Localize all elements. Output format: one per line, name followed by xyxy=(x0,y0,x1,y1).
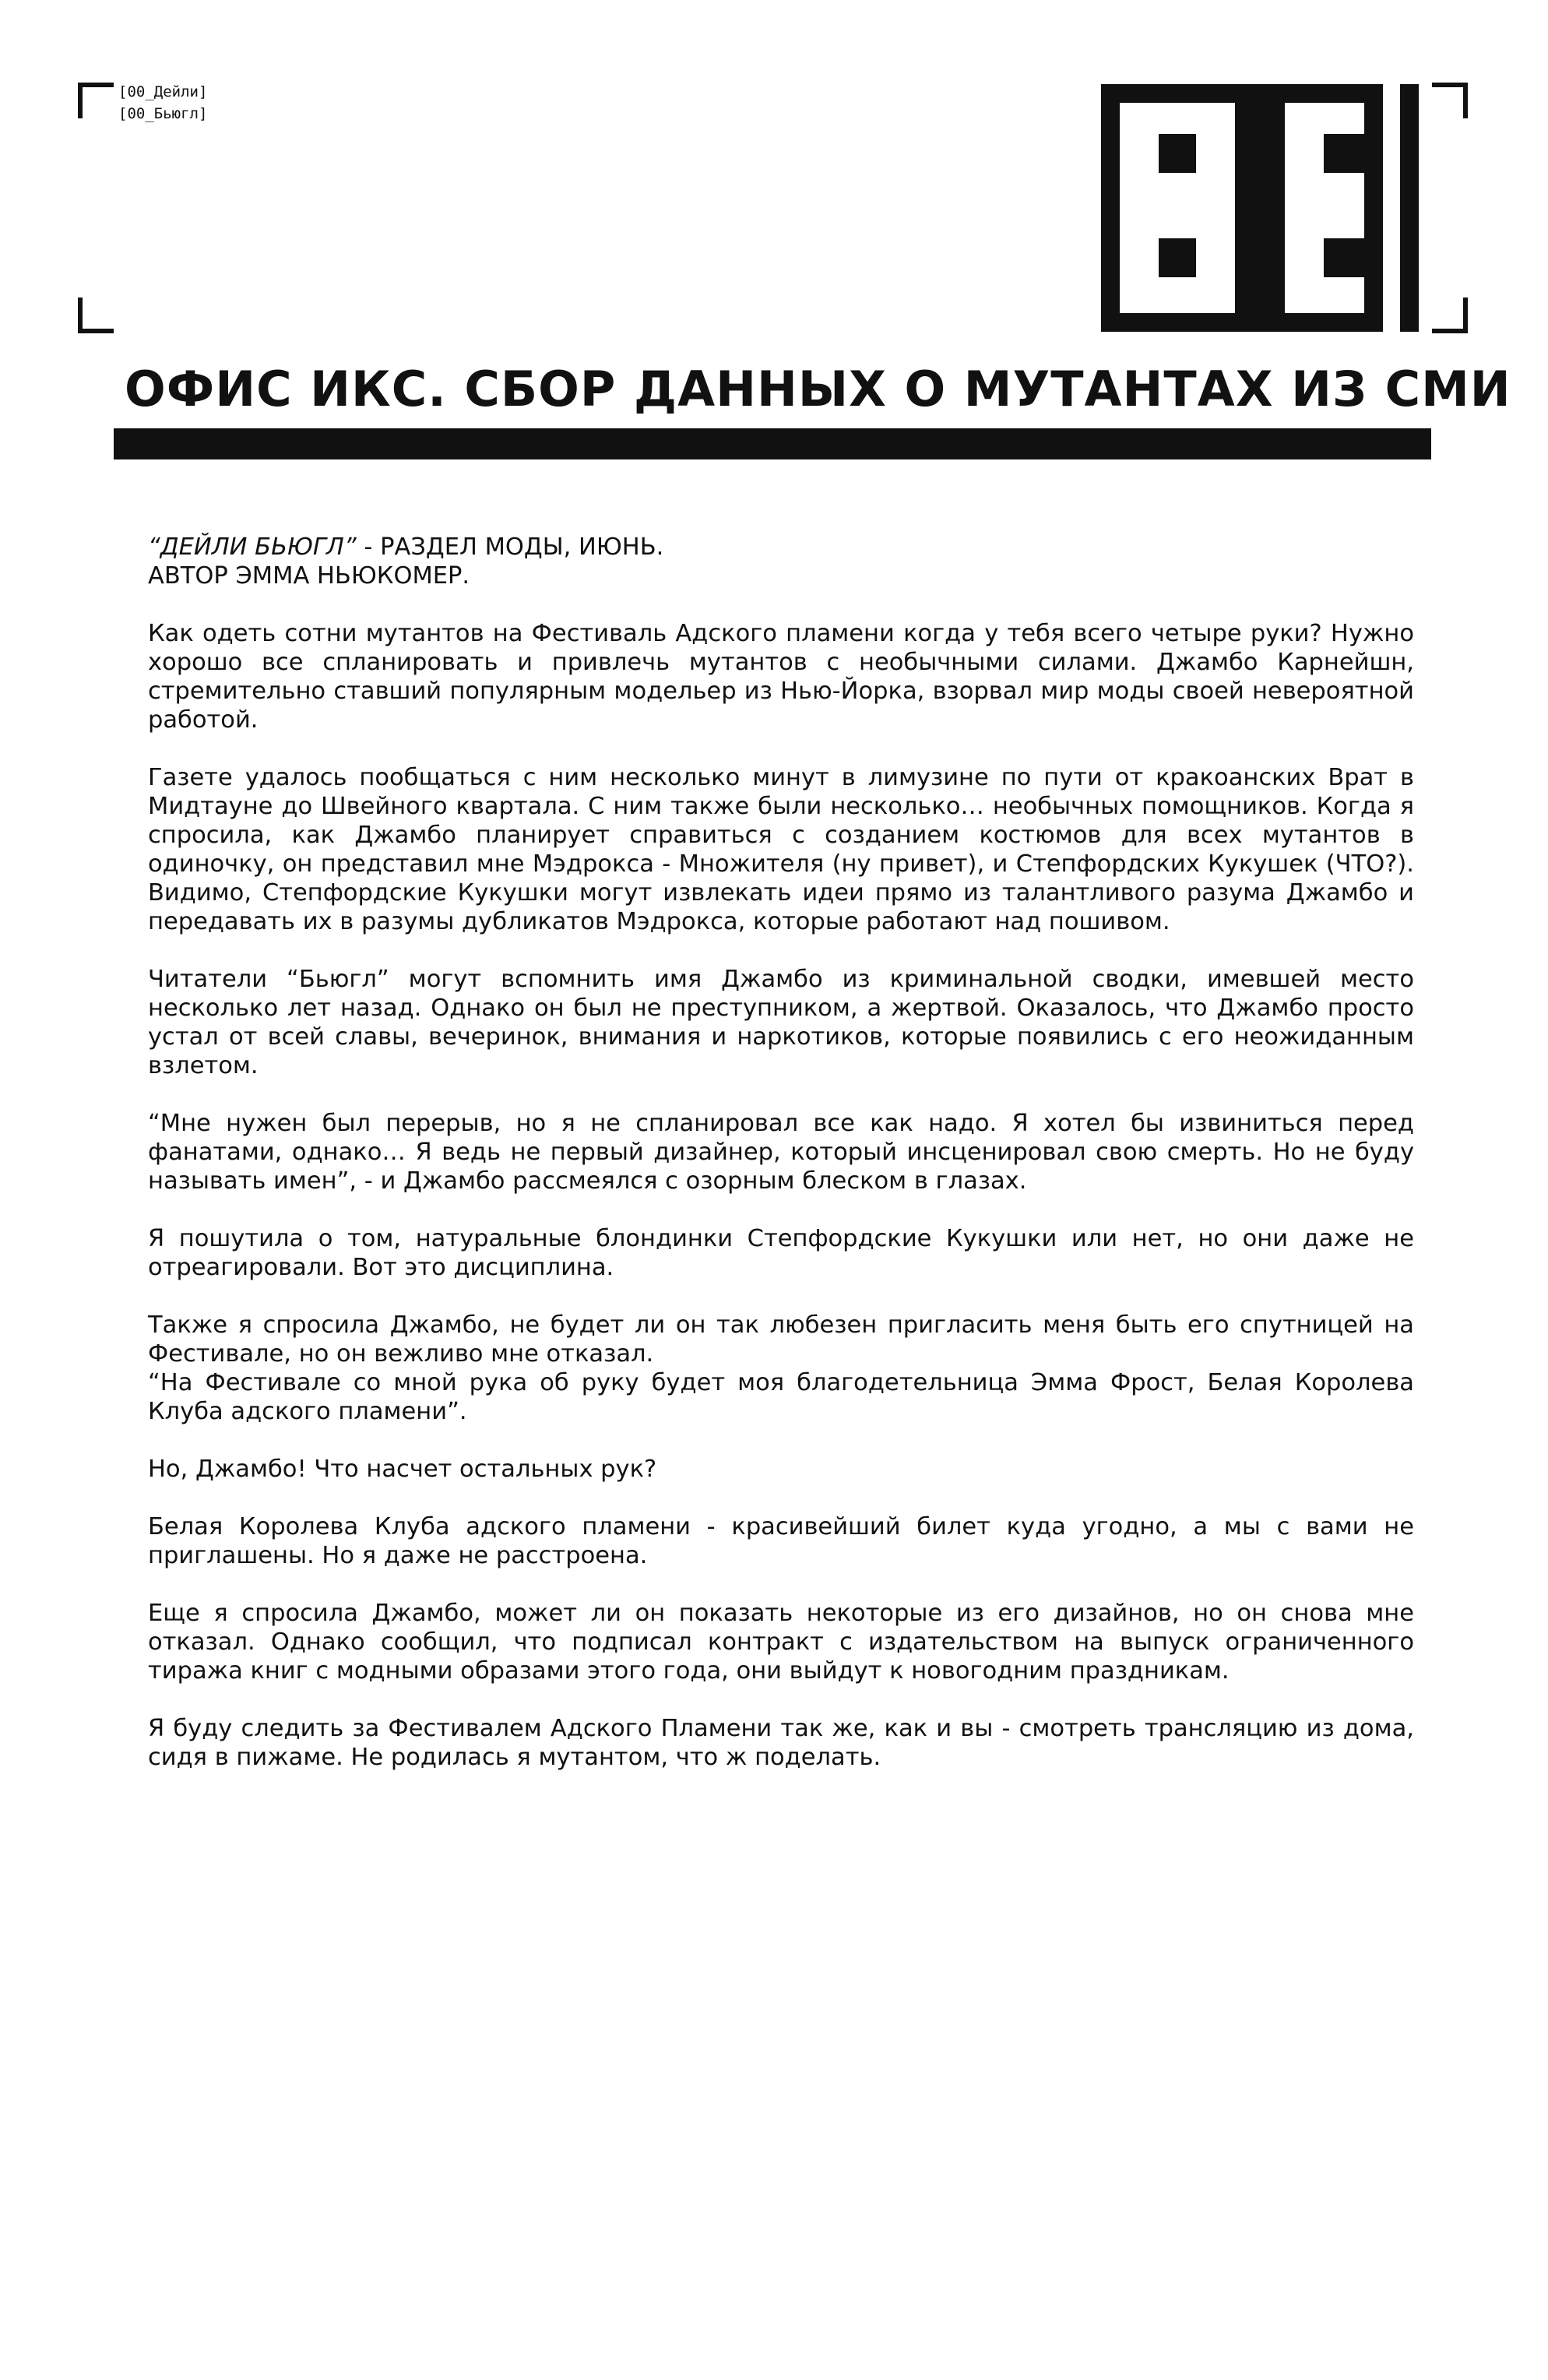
title-divider xyxy=(114,428,1431,459)
article-paragraph: Читатели “Бьюгл” могут вспомнить имя Джамбо из криминальной сводки, имевшей место несколько лет назад. Однако он был не преступником, а жертвой. Оказалось, что Джамбо просто устал от всей славы, вечеринок, внимания и наркотиков, которые появились с его неожиданным взлетом. xyxy=(148,966,1414,1079)
article-paragraph: Но, Джамбо! Что насчет остальных рук? xyxy=(148,1456,657,1483)
newspaper-name: “ДЕЙЛИ БЬЮГЛ” xyxy=(148,533,357,561)
article-paragraph: Газете удалось пообщаться с ним несколько минут в лимузине по пути от кракоанских Врат в Мидтауне до Швейного квартала. С ним также были несколько… необычных помощников. Когда я спросила, как Джамбо планирует справиться с созданием костюмов для всех мутантов в одиночку, он представил мне Мэдрокса - Множителя (ну привет), и Степфордских Кукушек (ЧТО?). Видимо, Степфордские Кукушки могут извлекать идеи прямо из талантливого разума Джамбо и передавать их в разумы дубликатов Мэдрокса, которые работают над пошивом. xyxy=(148,764,1414,935)
x-office-logo-icon xyxy=(1101,84,1419,332)
source-tags xyxy=(118,81,207,125)
article-paragraph: “Мне нужен был перерыв, но я не спланировал все как надо. Я хотел бы извиниться перед фанатами, однако… Я ведь не первый дизайнер, который инсценировал свою смерть. Но не буду называть имен”, - и Джамбо рассмеялся с озорным блеском в глазах. xyxy=(148,1110,1414,1195)
source-tag: [00_Дейли] xyxy=(118,83,208,100)
article-paragraph: Как одеть сотни мутантов на Фестиваль Адского пламени когда у тебя всего четыре руки? Нужно хорошо все спланировать и привлечь мутантов с необычными силами. Джамбо Карнейшн, стремительно ставший популярным модельер из Нью-Йорка, взорвал мир моды своей невероятной работой. xyxy=(148,620,1414,734)
article-paragraph xyxy=(148,1311,1414,1426)
source-tag: [00_Бьюгл] xyxy=(118,105,208,122)
frame-corner-bottom-right xyxy=(1432,298,1468,333)
article-header xyxy=(148,533,1414,590)
frame-corner-top-right xyxy=(1432,83,1468,118)
article-paragraph: Еще я спросила Джамбо, может ли он показать некоторые из его дизайнов, но он снова мне отказал. Однако сообщил, что подписал контракт с издательством на выпуск ограниченного тиража книг с модными образами этого года, они выйдут к новогодним праздникам. xyxy=(148,1600,1414,1685)
article-paragraph: Белая Королева Клуба адского пламени - красивейший билет куда угодно, а мы с вами не приглашены. Но я даже не расстроена. xyxy=(148,1513,1414,1569)
article-body xyxy=(148,533,1414,1801)
invite-text: Также я спросила Джамбо, не будет ли он так любезен пригласить меня быть его спутницей на Фестивале, но он вежливо мне отказал. xyxy=(148,1311,1414,1368)
frame-corner-top-left xyxy=(78,83,114,118)
article-byline: АВТОР ЭММА НЬЮКОМЕР. xyxy=(148,562,470,590)
article-paragraph: Я пошутила о том, натуральные блондинки Степфордские Кукушки или нет, но они даже не отреагировали. Вот это дисциплина. xyxy=(148,1225,1414,1281)
article-section: - РАЗДЕЛ МОДЫ, ИЮНЬ. xyxy=(356,533,664,561)
quote-text: “На Фестивале со мной рука об руку будет моя благодетельница Эмма Фрост, Белая Королева Клуба адского пламени”. xyxy=(148,1369,1414,1425)
article-paragraph: Я буду следить за Фестивалем Адского Пламени так же, как и вы - смотреть трансляцию из дома, сидя в пижаме. Не родилась я мутантом, что ж поделать. xyxy=(148,1715,1414,1771)
frame-corner-bottom-left xyxy=(78,298,114,333)
page-title: ОФИС ИКС. СБОР ДАННЫХ О МУТАНТАХ ИЗ СМИ xyxy=(125,361,1511,417)
